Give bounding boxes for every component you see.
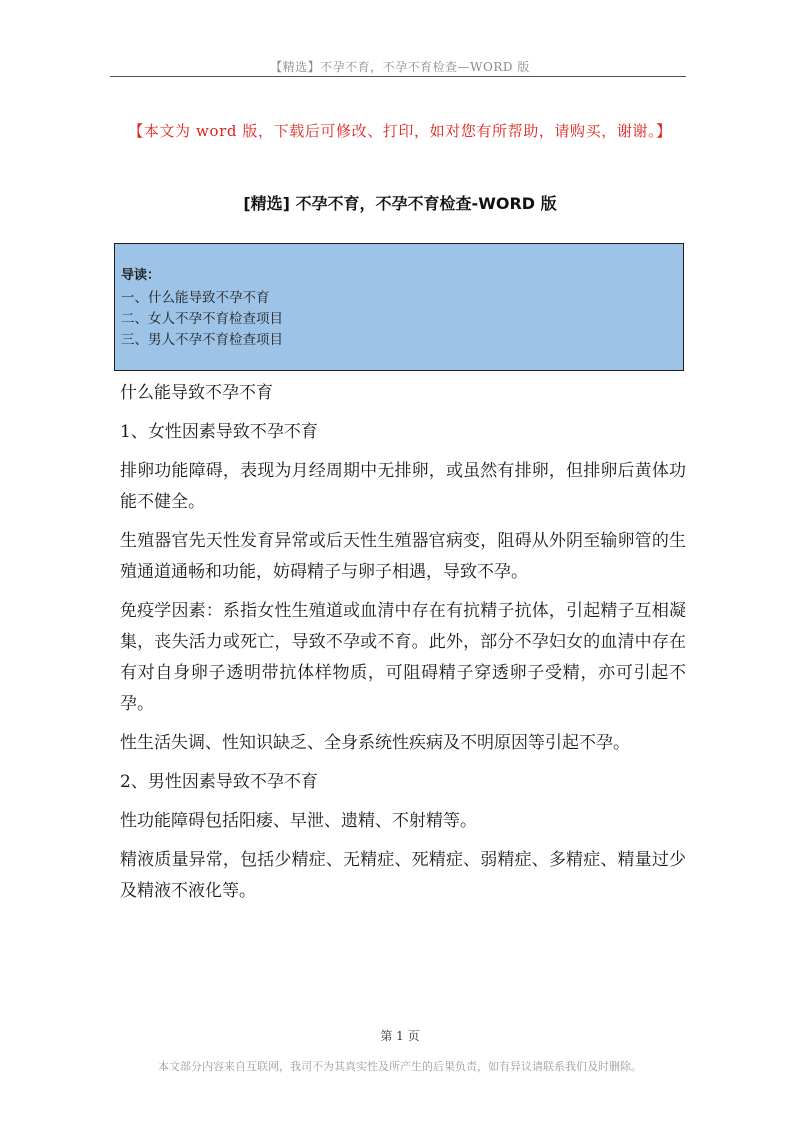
guide-item-1: 一、什么能导致不孕不育 xyxy=(121,290,270,306)
paragraph-reproductive-organs: 生殖器官先天性发育异常或后天性生殖器官病变，阻碍从外阴至输卵管的生殖通道通畅和功能，妨碍精子与卵子相遇，导致不孕。 xyxy=(120,531,686,582)
guide-box xyxy=(114,243,684,371)
footer-disclaimer: 本文部分内容来自互联网，我司不为其真实性及所产生的后果负责，如有异议请联系我们及时删除。 xyxy=(158,1060,642,1073)
page-number: 第 1 页 xyxy=(380,1029,420,1043)
guide-item-3: 三、男人不孕不育检查项目 xyxy=(121,332,283,348)
header-divider xyxy=(110,76,686,77)
paragraph-semen-quality: 精液质量异常，包括少精症、无精症、死精症、弱精症、多精症、精量过少及精液不液化等。 xyxy=(120,850,686,901)
word-version-notice: 【本文为 word 版，下载后可修改、打印，如对您有所帮助，请购买，谢谢。】 xyxy=(128,122,672,140)
guide-label: 导读： xyxy=(121,268,161,283)
section-heading-causes: 什么能导致不孕不育 xyxy=(120,383,273,403)
paragraph-ovulation: 排卵功能障碍，表现为月经周期中无排卵，或虽然有排卵，但排卵后黄体功能不健全。 xyxy=(120,461,686,512)
document-title: [精选] 不孕不育，不孕不育检查-WORD 版 xyxy=(243,194,557,213)
paragraph-sexual-dysfunction: 性功能障碍包括阳痿、早泄、遗精、不射精等。 xyxy=(120,811,477,831)
article-body xyxy=(120,378,686,915)
paragraph-sexual-life: 性生活失调、性知识缺乏、全身系统性疾病及不明原因等引起不孕。 xyxy=(120,733,630,753)
paragraph-immunology: 免疫学因素：系指女性生殖道或血清中存在有抗精子抗体，引起精子互相凝集，丧失活力或死亡，导致不孕或不育。此外，部分不孕妇女的血清中存在有对自身卵子透明带抗体样物质，可阻碍精子穿透卵子受精，亦可引起不孕。 xyxy=(120,601,686,714)
guide-item-2: 二、女人不孕不育检查项目 xyxy=(121,311,283,327)
subheading-female-factors: 1、女性因素导致不孕不育 xyxy=(120,422,318,442)
running-header: 【精选】不孕不育，不孕不育检查—WORD 版 xyxy=(270,60,530,74)
subheading-male-factors: 2、男性因素导致不孕不育 xyxy=(120,772,318,792)
